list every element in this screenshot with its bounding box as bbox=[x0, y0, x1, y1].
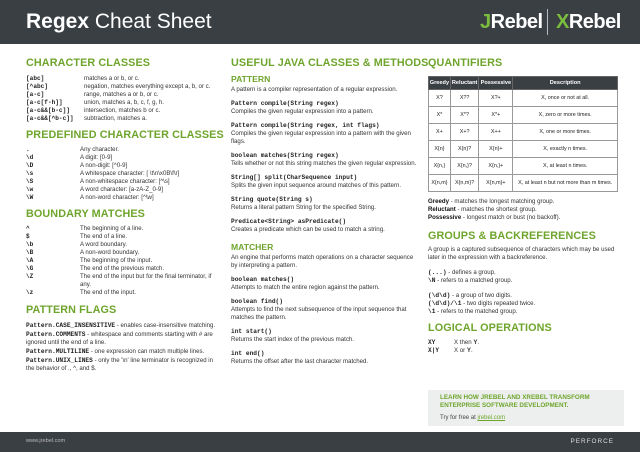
kv-key: $ bbox=[26, 233, 30, 240]
table-cell: X, one or more times. bbox=[513, 124, 618, 141]
pattern-methods bbox=[231, 100, 418, 234]
quantifier-note bbox=[428, 206, 624, 214]
group-code: \N bbox=[428, 277, 436, 284]
kv-value: The end of the previous match. bbox=[80, 265, 165, 272]
flag-desc: - whitespace and comments starting with # are ignored until the end of a line. bbox=[26, 331, 213, 346]
flag-desc: - one expression can match multiple lines. bbox=[89, 348, 205, 355]
kv-value: subtraction, matches a. bbox=[84, 115, 147, 122]
flag-item bbox=[26, 331, 222, 347]
method-entry bbox=[231, 122, 418, 146]
kv-key: [a-c&&[b-c]] bbox=[26, 107, 70, 114]
kv-key: . bbox=[26, 146, 30, 153]
kv-row bbox=[26, 233, 222, 241]
kv-value: The beginning of the input. bbox=[80, 257, 153, 264]
method-entry bbox=[231, 276, 418, 292]
kv-row bbox=[26, 75, 222, 83]
flag-item bbox=[26, 348, 222, 356]
group-item bbox=[428, 292, 624, 300]
logical-desc-b: Y bbox=[473, 339, 478, 346]
flag-name: Pattern.UNIX_LINES bbox=[26, 357, 93, 364]
quantifiers-table bbox=[428, 76, 618, 192]
logical-op: XY bbox=[428, 339, 436, 346]
footer-url[interactable]: www.jrebel.com bbox=[26, 438, 66, 444]
table-cell: X, once or not at all. bbox=[513, 90, 618, 107]
kv-row bbox=[26, 154, 222, 162]
table-cell: X?+ bbox=[479, 90, 513, 107]
method-description: Compiles the given regular expression into a pattern with the given flags. bbox=[231, 130, 411, 145]
jrebel-logo[interactable]: JRebel bbox=[480, 11, 543, 33]
method-signature: boolean find() bbox=[231, 298, 283, 305]
group-code: \1 bbox=[428, 308, 436, 315]
kv-value: The end of the input. bbox=[80, 289, 136, 296]
method-description: Tells whether or not this string matches the given regular expression. bbox=[231, 160, 417, 167]
table-cell: X{n} bbox=[429, 141, 451, 158]
promo-try: Try for free at jrebel.com bbox=[440, 415, 506, 421]
kv-row bbox=[26, 265, 222, 273]
table-cell: X+? bbox=[450, 124, 479, 141]
table-cell: X*+ bbox=[479, 107, 513, 124]
section-title-java: USEFUL JAVA CLASSES & METHODS bbox=[231, 57, 429, 69]
table-cell: X, at least n times. bbox=[513, 158, 618, 175]
method-entry bbox=[231, 350, 418, 366]
table-cell: X{n,}? bbox=[450, 158, 479, 175]
groups-example-list bbox=[428, 292, 624, 316]
method-description: Creates a predicate which can be used to match a string. bbox=[231, 226, 385, 233]
quantifier-note bbox=[428, 198, 624, 206]
logical-row bbox=[428, 347, 624, 355]
predefined-list bbox=[26, 146, 222, 202]
table-header: Reluctant bbox=[450, 77, 479, 90]
kv-key: \b bbox=[26, 241, 34, 248]
matcher-intro: An engine that performs match operations on a character sequence by interpreting a pattern. bbox=[231, 254, 414, 269]
kv-value: A non-word boundary. bbox=[80, 249, 140, 256]
method-signature: String quote(String s) bbox=[231, 196, 313, 203]
quantifier-notes bbox=[428, 198, 624, 222]
character-classes-list bbox=[26, 75, 222, 123]
group-item bbox=[428, 308, 624, 316]
kv-value: A digit: [0-9] bbox=[80, 154, 113, 161]
kv-value: union, matches a, b, c, f, g, h. bbox=[84, 99, 164, 106]
method-entry bbox=[231, 174, 418, 190]
groups-intro: A group is a captured subsequence of characters which may be used later in the expression with a backreference. bbox=[428, 246, 615, 261]
pattern-flags-list bbox=[26, 322, 222, 373]
table-cell: X? bbox=[429, 90, 451, 107]
group-code: (\d\d) bbox=[428, 292, 451, 299]
table-row bbox=[429, 107, 618, 124]
logical-desc-b: Y bbox=[466, 347, 471, 354]
table-cell: X{n}+ bbox=[479, 141, 513, 158]
kv-key: \W bbox=[26, 194, 34, 201]
kv-row bbox=[26, 225, 222, 233]
kv-row bbox=[26, 289, 222, 297]
kv-key: ^ bbox=[26, 225, 30, 232]
kv-key: \d bbox=[26, 154, 34, 161]
note-term: Greedy bbox=[428, 198, 450, 205]
kv-row bbox=[26, 194, 222, 202]
table-row bbox=[429, 175, 618, 192]
subsection-title-pattern: PATTERN bbox=[231, 74, 271, 84]
method-description: Splits the given input sequence around matches of this pattern. bbox=[231, 182, 402, 189]
section-title-character-classes: CHARACTER CLASSES bbox=[26, 57, 151, 69]
kv-key: \A bbox=[26, 257, 34, 264]
boundary-list bbox=[26, 225, 222, 297]
kv-key: [^abc] bbox=[26, 83, 48, 90]
kv-row bbox=[26, 178, 222, 186]
group-item bbox=[428, 277, 624, 285]
column-middle bbox=[231, 52, 429, 366]
method-signature: Pattern compile(String regex, int flags) bbox=[231, 122, 380, 129]
note-text: - matches the longest matching group. bbox=[449, 198, 555, 205]
kv-value: range, matches a or b, or c. bbox=[84, 91, 159, 98]
kv-key: [a-c] bbox=[26, 91, 45, 98]
group-item bbox=[428, 269, 624, 277]
table-cell: X*? bbox=[450, 107, 479, 124]
method-entry bbox=[231, 298, 418, 322]
kv-row bbox=[26, 257, 222, 265]
flag-desc: - only the '\n' line terminator is recognized in the behavior of ., ^, and $. bbox=[26, 357, 214, 372]
header-bar bbox=[0, 0, 640, 44]
method-description: Returns the start index of the previous match. bbox=[231, 336, 354, 343]
method-entry bbox=[231, 100, 418, 116]
method-entry bbox=[231, 328, 418, 344]
note-text: - longest match or bust (no backoff). bbox=[461, 214, 561, 221]
kv-key: \Z bbox=[26, 273, 34, 280]
promo-link[interactable]: jrebel.com bbox=[477, 415, 506, 421]
section-title-pattern-flags: PATTERN FLAGS bbox=[26, 304, 117, 316]
group-item bbox=[428, 300, 624, 308]
kv-value: A non-digit: [^0-9] bbox=[80, 162, 128, 169]
logical-desc-a: X then bbox=[454, 339, 474, 346]
subsection-title-matcher: MATCHER bbox=[231, 242, 274, 252]
group-desc: - refers to the matched group. bbox=[435, 308, 518, 315]
kv-key: \B bbox=[26, 249, 34, 256]
method-description: Returns the offset after the last character matched. bbox=[231, 358, 369, 365]
kv-key: [abc] bbox=[26, 75, 45, 82]
logical-list bbox=[428, 339, 624, 355]
section-title-predefined: PREDEFINED CHARACTER CLASSES bbox=[26, 129, 224, 141]
kv-value: Any character. bbox=[80, 146, 119, 153]
section-title-boundary: BOUNDARY MATCHES bbox=[26, 208, 145, 220]
kv-row bbox=[26, 170, 222, 178]
method-description: Attempts to find the next subsequence of the input sequence that matches the pattern. bbox=[231, 306, 407, 321]
method-description: Attempts to match the entire region against the pattern. bbox=[231, 284, 380, 291]
promo-headline: LEARN HOW JREBEL AND XREBEL TRANSFORM ENTERPRISE SOFTWARE DEVELOPMENT. bbox=[440, 394, 590, 409]
method-description: Returns a literal pattern String for the specified String. bbox=[231, 204, 376, 211]
column-left bbox=[26, 52, 222, 374]
logical-row bbox=[428, 339, 624, 347]
method-signature: boolean matches(String regex) bbox=[231, 152, 339, 159]
kv-value: The beginning of a line. bbox=[80, 225, 144, 232]
section-title-groups: GROUPS & BACKREFERENCES bbox=[428, 230, 596, 242]
matcher-methods bbox=[231, 276, 418, 366]
page-title: Regex Cheat Sheet bbox=[26, 10, 212, 33]
table-cell: X* bbox=[429, 107, 451, 124]
table-cell: X{n,}+ bbox=[479, 158, 513, 175]
kv-row bbox=[26, 146, 222, 154]
kv-key: \S bbox=[26, 178, 34, 185]
method-signature: int start() bbox=[231, 328, 272, 335]
table-cell: X, at least n but not more than m times. bbox=[513, 175, 618, 192]
logical-desc bbox=[454, 347, 473, 355]
method-signature: Predicate<String> asPredicate() bbox=[231, 218, 347, 225]
kv-value: intersection, matches b or c. bbox=[84, 107, 161, 114]
kv-value: A non-whitespace character: [^\s] bbox=[80, 178, 170, 185]
kv-key: \G bbox=[26, 265, 34, 272]
kv-row bbox=[26, 249, 222, 257]
section-title-logical: LOGICAL OPERATIONS bbox=[428, 322, 552, 334]
method-entry bbox=[231, 152, 418, 168]
kv-key: [a-c&&[^b-c]] bbox=[26, 115, 74, 122]
flag-item bbox=[26, 357, 222, 373]
logical-desc bbox=[454, 339, 479, 347]
kv-value: A non-word character: [^\w] bbox=[80, 194, 154, 201]
logical-desc-a: X or bbox=[454, 347, 467, 354]
table-row bbox=[429, 158, 618, 175]
kv-value: A word character: [a-zA-Z_0-9] bbox=[80, 186, 163, 193]
logical-desc-c: . bbox=[470, 347, 473, 354]
kv-row bbox=[26, 241, 222, 249]
table-header: Greedy bbox=[429, 77, 451, 90]
pattern-intro: A pattern is a compiler representation of a regular expression. bbox=[231, 86, 398, 93]
logical-op: X|Y bbox=[428, 347, 439, 354]
method-entry bbox=[231, 218, 418, 234]
table-header: Description bbox=[513, 77, 618, 90]
table-cell: X++ bbox=[479, 124, 513, 141]
table-cell: X, zero or more times. bbox=[513, 107, 618, 124]
kv-row bbox=[26, 186, 222, 194]
kv-key: \D bbox=[26, 162, 34, 169]
xrebel-logo[interactable]: XRebel bbox=[556, 11, 621, 33]
group-desc: - defines a group. bbox=[446, 269, 496, 276]
flag-name: Pattern.COMMENTS bbox=[26, 331, 86, 338]
kv-key: \w bbox=[26, 186, 34, 193]
promo-box bbox=[428, 390, 624, 426]
method-signature: int end() bbox=[231, 350, 265, 357]
logical-desc-c: . bbox=[477, 339, 480, 346]
kv-value: matches a or b, or c. bbox=[84, 75, 140, 82]
footer-bar bbox=[0, 432, 640, 452]
note-term: Reluctant bbox=[428, 206, 456, 213]
kv-value: The end of the input but for the final terminator, if any. bbox=[80, 273, 212, 288]
flag-name: Pattern.MULTILINE bbox=[26, 348, 90, 355]
table-row bbox=[429, 90, 618, 107]
method-signature: boolean matches() bbox=[231, 276, 295, 283]
table-cell: X{n,} bbox=[429, 158, 451, 175]
kv-key: \s bbox=[26, 170, 34, 177]
group-code: (...) bbox=[428, 269, 447, 276]
table-cell: X{n,m}? bbox=[450, 175, 479, 192]
group-desc: - two digits repeated twice. bbox=[461, 300, 536, 307]
flag-desc: - enables case-insensitive matching. bbox=[115, 322, 216, 329]
kv-value: negation, matches everything except a, b, or c. bbox=[84, 83, 211, 90]
table-header: Possessive bbox=[479, 77, 513, 90]
table-row bbox=[429, 141, 618, 158]
kv-row bbox=[26, 91, 222, 99]
table-cell: X?? bbox=[450, 90, 479, 107]
method-description: Compiles the given regular expression into a pattern. bbox=[231, 108, 374, 115]
kv-row bbox=[26, 273, 222, 289]
kv-row bbox=[26, 83, 222, 91]
method-signature: Pattern compile(String regex) bbox=[231, 100, 339, 107]
kv-row bbox=[26, 115, 222, 123]
section-title-quantifiers: QUANTIFIERS bbox=[428, 57, 503, 69]
kv-value: The end of a line. bbox=[80, 233, 128, 240]
flag-name: Pattern.CASE_INSENSITIVE bbox=[26, 322, 116, 329]
table-cell: X+ bbox=[429, 124, 451, 141]
method-entry bbox=[231, 196, 418, 212]
table-cell: X, exactly n times. bbox=[513, 141, 618, 158]
table-cell: X{n}? bbox=[450, 141, 479, 158]
group-desc: - refers to a matched group. bbox=[435, 277, 513, 284]
table-row bbox=[429, 124, 618, 141]
footer-brand: PERFORCE bbox=[570, 438, 614, 445]
group-code: (\d\d)/\1 bbox=[428, 300, 462, 307]
quantifier-note bbox=[428, 214, 624, 222]
flag-item bbox=[26, 322, 222, 330]
table-cell: X{n,m} bbox=[429, 175, 451, 192]
logo-divider bbox=[547, 9, 548, 35]
kv-row bbox=[26, 162, 222, 170]
kv-row bbox=[26, 99, 222, 107]
kv-key: [a-c[f-h]] bbox=[26, 99, 63, 106]
table-cell: X{n,m}+ bbox=[479, 175, 513, 192]
method-signature: String[] split(CharSequence input) bbox=[231, 174, 358, 181]
kv-value: A whitespace character: [ \t\n\x0B\f\r] bbox=[80, 170, 180, 177]
kv-row bbox=[26, 107, 222, 115]
groups-list bbox=[428, 269, 624, 285]
kv-value: A word boundary. bbox=[80, 241, 127, 248]
group-desc: - a group of two digits. bbox=[450, 292, 512, 299]
column-right bbox=[428, 52, 624, 355]
note-term: Possessive bbox=[428, 214, 462, 221]
note-text: - matches the shortest group. bbox=[455, 206, 537, 213]
kv-key: \z bbox=[26, 289, 34, 296]
